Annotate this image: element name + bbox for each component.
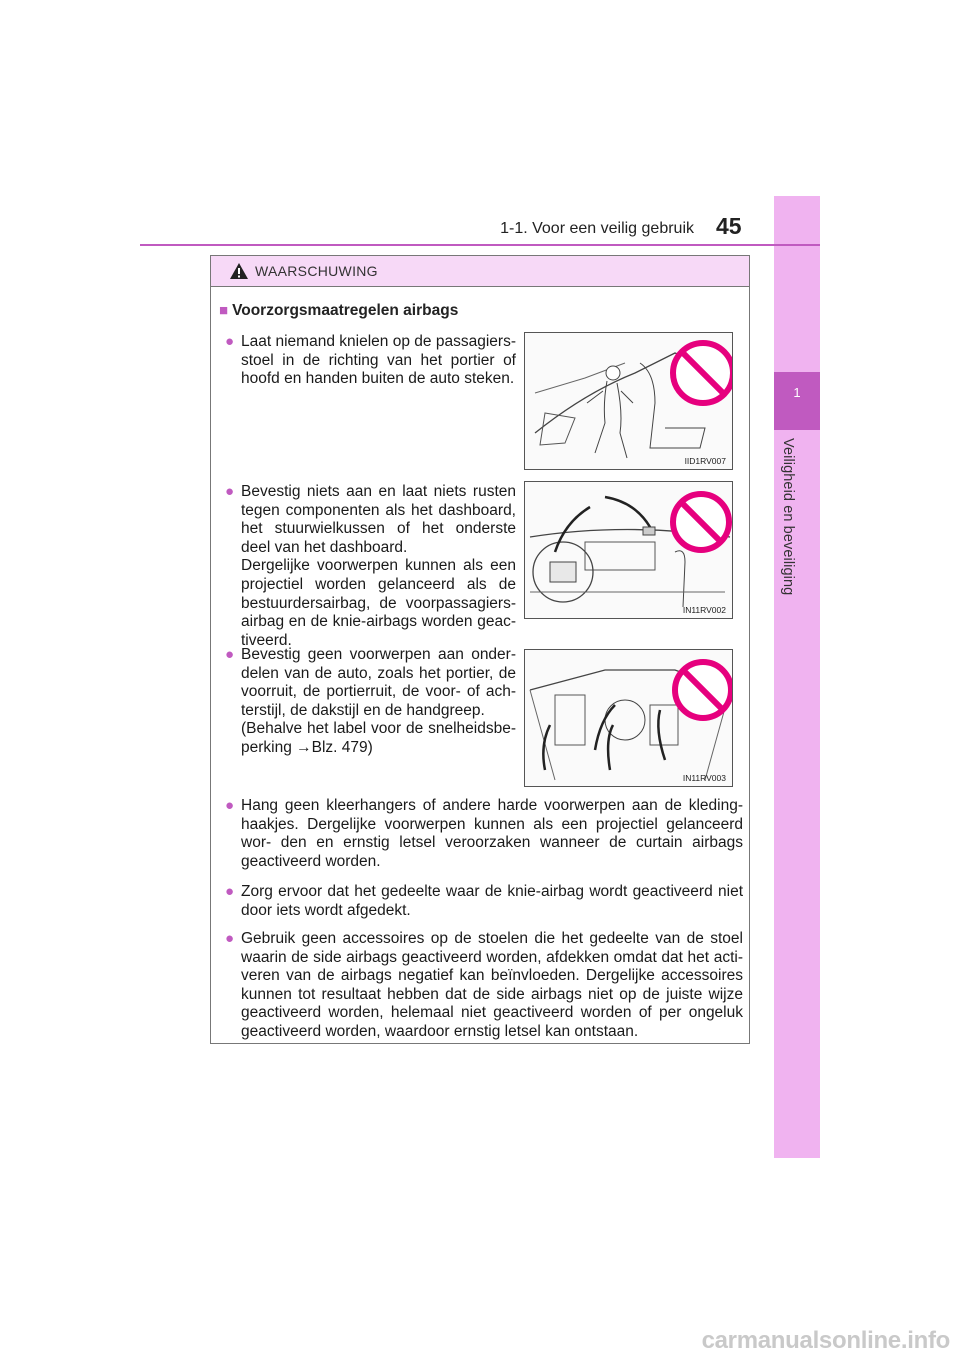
bullet-icon: ● (225, 333, 235, 350)
illustration-dashboard (524, 481, 733, 619)
image-code: IN11RV002 (682, 605, 726, 615)
warning-box (210, 255, 750, 1044)
header-rule (140, 244, 820, 246)
warning-item: ● Bevestig niets aan en laat niets rusten tegen componenten als het dashboard, het stuurwielkussen of het onderste deel van het dashboard. Dergelijke voorwerpen kunnen als een projectiel worden gelanceerd als de bestuurdersairbag, de voorpassagiers- airbag en de knie-airbags worden geac- tiveerd. (225, 483, 516, 649)
image-code: IN11RV003 (682, 773, 726, 783)
warning-item: ● Zorg ervoor dat het gedeelte waar de knie-airbag wordt geactiveerd niet door iets wordt afgedekt. (225, 883, 743, 919)
section-heading: 1-1. Voor een veilig gebruik (500, 220, 694, 237)
bullet-icon: ● (225, 930, 235, 947)
watermark: carmanualsonline.info (701, 1327, 950, 1354)
warning-item: ● Bevestig geen voorwerpen aan onder- delen van de auto, zoals het portier, de voorruit, de portierruit, de voor- of ach- terstijl, de dakstijl en de handgreep. (Behalve het label voor de snelheidsbe- perking →Blz. 479) (225, 646, 516, 756)
chapter-tab (774, 372, 820, 430)
section-title: ■ Voorzorgsmaatregelen airbags (219, 302, 459, 319)
illustration-kneeling (524, 332, 733, 470)
warning-triangle-icon (229, 262, 249, 280)
warning-item: ● Laat niemand knielen op de passagiers- stoel in de richting van het portier of hoofd en handen buiten de auto steken. (225, 333, 516, 388)
square-bullet-icon: ■ (219, 302, 229, 319)
warning-item: ● Gebruik geen accessoires op de stoelen die het gedeelte van de stoel waarin de side airbags geactiveerd worden, afdekken omdat dat het acti- veren van de airbags negatief kan beïnvloeden. Dergelijke accessoires kunnen tot resultaat hebben dat de side airbags niet op de juiste wijze geactiveerd worden, helemaal niet geactiveerd worden of per ongeluk geactiveerd worden, waardoor ernstig letsel kan ontstaan. (225, 930, 743, 1040)
chapter-title: Veiligheid en beveiliging (780, 438, 796, 596)
bullet-icon: ● (225, 883, 235, 900)
illustration-interior (524, 649, 733, 787)
warning-header (211, 256, 749, 287)
chapter-strip (774, 196, 820, 1158)
bullet-icon: ● (225, 797, 235, 814)
bullet-icon: ● (225, 646, 235, 663)
warning-title: WAARSCHUWING (255, 263, 378, 279)
warning-item: ● Hang geen kleerhangers of andere harde voorwerpen aan de kleding- haakjes. Dergelijke voorwerpen kunnen als een projectiel gelanceerd wor- den en ernstig letsel veroorzaken wanneer de curtain airbags geactiveerd worden. (225, 797, 743, 870)
bullet-icon: ● (225, 483, 235, 500)
page-number: 45 (716, 213, 742, 239)
chapter-number: 1 (793, 385, 801, 400)
image-code: IID1RV007 (684, 456, 726, 466)
